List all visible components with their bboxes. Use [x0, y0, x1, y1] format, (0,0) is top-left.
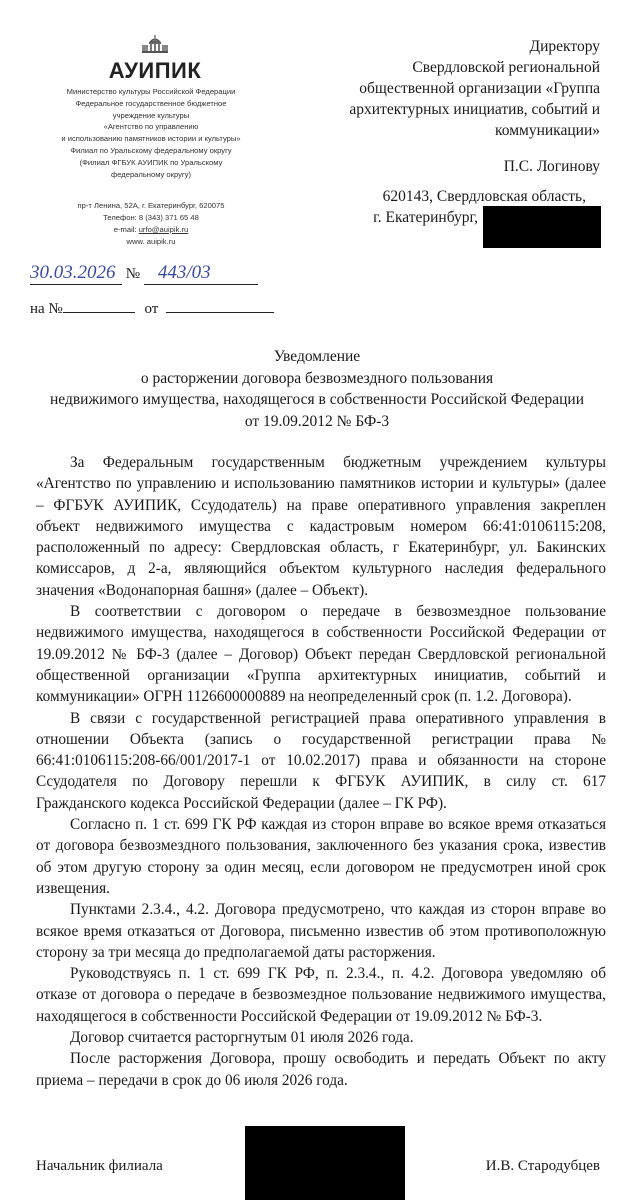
recipient-line: общественной организации «Группа [359, 80, 600, 97]
recipient-line: Директору [529, 38, 600, 55]
org-line: и использованию памятников истории и культуры» [61, 134, 241, 144]
paragraph-line: значения «Водонапорная башня» (далее – Объект). [36, 581, 369, 599]
document-title [0, 346, 634, 432]
body-paragraph [36, 899, 606, 963]
number-label: № [125, 266, 141, 282]
paragraph-line: отношении Объекта (запись о государственной регистрации права № [36, 730, 606, 748]
paragraph-line: находящегося в собственности Российской Федерации от 19.09.2012 № БФ-3. [36, 1007, 543, 1025]
paragraph-line: объект недвижимого имущества с кадастровым номером 66:41:0106115:208, [36, 517, 606, 535]
outgoing-date: 30.03.2026 [30, 262, 122, 285]
org-line: Федеральное государственное бюджетное [75, 98, 227, 108]
recipient-line: архитектурных инициатив, событий и [349, 101, 600, 118]
title-line: Уведомление [273, 348, 361, 365]
letterhead-logo [70, 34, 240, 83]
body-paragraph [36, 963, 606, 1027]
paragraph-line: отказе от договора о передаче в безвозмездное пользование недвижимого имущества, [36, 986, 606, 1004]
org-line: (Филиал ФГБУК АУИПИК по Уральскому [79, 157, 223, 167]
document-body [36, 452, 606, 1091]
paragraph-line: В связи с государственной регистрацией права оперативного управления в [70, 709, 606, 727]
paragraph-line: За Федеральным государственным бюджетным учреждением культуры [70, 454, 606, 471]
email-link[interactable]: urfo@auipik.ru [138, 225, 189, 234]
paragraph-line: Руководствуясь п. 1 ст. 699 ГК РФ, п. 2.3.4., п. 4.2. Договора уведомляю об [70, 965, 606, 983]
ref-number-label: на № [30, 301, 63, 317]
logo-text: АУИПИК [108, 58, 202, 83]
email-label: e-mail: [113, 225, 139, 234]
body-paragraph [36, 601, 606, 707]
signatory-position: Начальник филиала [36, 1158, 163, 1174]
org-address: пр-т Ленина, 52А, г. Екатеринбург, 620075 [77, 201, 225, 210]
paragraph-line: коммуникации» ОГРН 1126600000889 на неопределенный срок (п. 1.2. Договора). [36, 688, 572, 706]
title-line: недвижимого имущества, находящегося в собственности Российской Федерации [49, 391, 585, 408]
body-paragraph [36, 1048, 606, 1091]
recipient-name: П.С. Логинову [503, 158, 600, 175]
org-email-row [20, 224, 282, 236]
paragraph-line: После расторжения Договора, прошу освободить и передать Объект по акту [70, 1050, 606, 1068]
org-phone: Телефон: 8 (343) 371 65 48 [103, 213, 199, 222]
paragraph-line: комиссаров, д 2-а, являющийся объектом культурного наследия федерального [36, 560, 606, 578]
address-line: г. Екатеринбург, [373, 209, 478, 226]
paragraph-line: Договор считается расторгнутым 01 июля 2026 года. [70, 1029, 414, 1047]
recipient-line: Свердловской региональной [412, 59, 600, 76]
paragraph-line: Согласно п. 1 ст. 699 ГК РФ каждая из сторон вправе во всякое время отказаться [70, 816, 606, 834]
org-contacts [20, 200, 282, 248]
title-line: от 19.09.2012 № БФ-3 [244, 412, 390, 430]
paragraph-line: Гражданского кодекса Российской Федерации (далее – ГК РФ). [36, 794, 447, 812]
ref-from-label: от [144, 301, 159, 317]
org-website[interactable]: www. auipik.ru [126, 237, 176, 246]
org-line: Филиал по Уральскому федеральному округу [70, 145, 232, 155]
org-line: «Агентство по управлению [103, 122, 199, 132]
paragraph-line: об этом другую сторону за один месяц, если договором не предусмотрен иной срок [36, 858, 606, 876]
address-line: 620143, Свердловская область, [382, 188, 586, 205]
paragraph-line: 66:41:0106115:208-66/001/2017-1 от 10.02.2017) права и обязанности на стороне [36, 752, 606, 770]
body-paragraph [36, 708, 606, 814]
body-paragraph [36, 1027, 606, 1048]
paragraph-line: приема – передачи в срок до 06 июля 2026 года. [36, 1071, 348, 1089]
body-paragraph [36, 452, 606, 601]
paragraph-line: извещения. [36, 879, 110, 897]
ref-date-blank [166, 298, 274, 313]
signature-redaction [245, 1126, 405, 1200]
paragraph-line: – ФГБУК АУИПИК, Ссудодатель) на праве оперативного управления закреплен [36, 496, 606, 514]
title-line: о расторжении договора безвозмездного пользования [140, 369, 494, 387]
building-icon [141, 34, 169, 54]
redaction-box [483, 206, 601, 248]
paragraph-line: всякое время отказаться от Договора, письменно известив об этом противоположную [36, 922, 606, 940]
body-paragraph [36, 814, 606, 899]
organization-details [20, 86, 282, 180]
paragraph-line: 19.09.2012 № БФ-3 (далее – Договор) Объект передан Свердловской региональной [36, 645, 606, 663]
outgoing-number: 443/03 [144, 262, 258, 285]
paragraph-line: Пунктами 2.3.4., 4.2. Договора предусмотрено, что каждая из сторон вправе во [70, 901, 606, 919]
org-line: учреждение культуры [112, 110, 190, 120]
recipient-block [349, 36, 600, 177]
paragraph-line: В соответствии с договором о передаче в безвозмездное пользование [70, 603, 606, 621]
signatory-name: И.В. Стародубцев [485, 1158, 600, 1174]
paragraph-line: от договора безвозмездного пользования, заключенного без указания срока, известив [36, 837, 606, 855]
org-line: федеральному округу) [111, 169, 191, 179]
recipient-line: коммуникации» [495, 122, 600, 139]
paragraph-line: сторону за три месяца до предполагаемой даты расторжения. [36, 943, 436, 961]
paragraph-line: расположенный по адресу: Свердловская область, г Екатеринбург, ул. Бакинских [36, 539, 606, 557]
paragraph-line: общественной организации «Группа архитектурных инициатив, событий и [36, 666, 606, 684]
reference-line [30, 298, 274, 318]
paragraph-line: недвижимого имущества, находящегося в собственности Российской Федерации от [36, 624, 606, 642]
org-line: Министерство культуры Российской Федерации [66, 87, 236, 96]
outgoing-date-number [30, 262, 258, 285]
ref-number-blank [63, 298, 135, 313]
paragraph-line: «Агентство по управлению и использованию памятников истории и культуры» (далее [36, 475, 606, 493]
paragraph-line: Ссудодателя по Договору перешли к ФГБУК АУИПИК, в силу ст. 617 [36, 773, 606, 791]
